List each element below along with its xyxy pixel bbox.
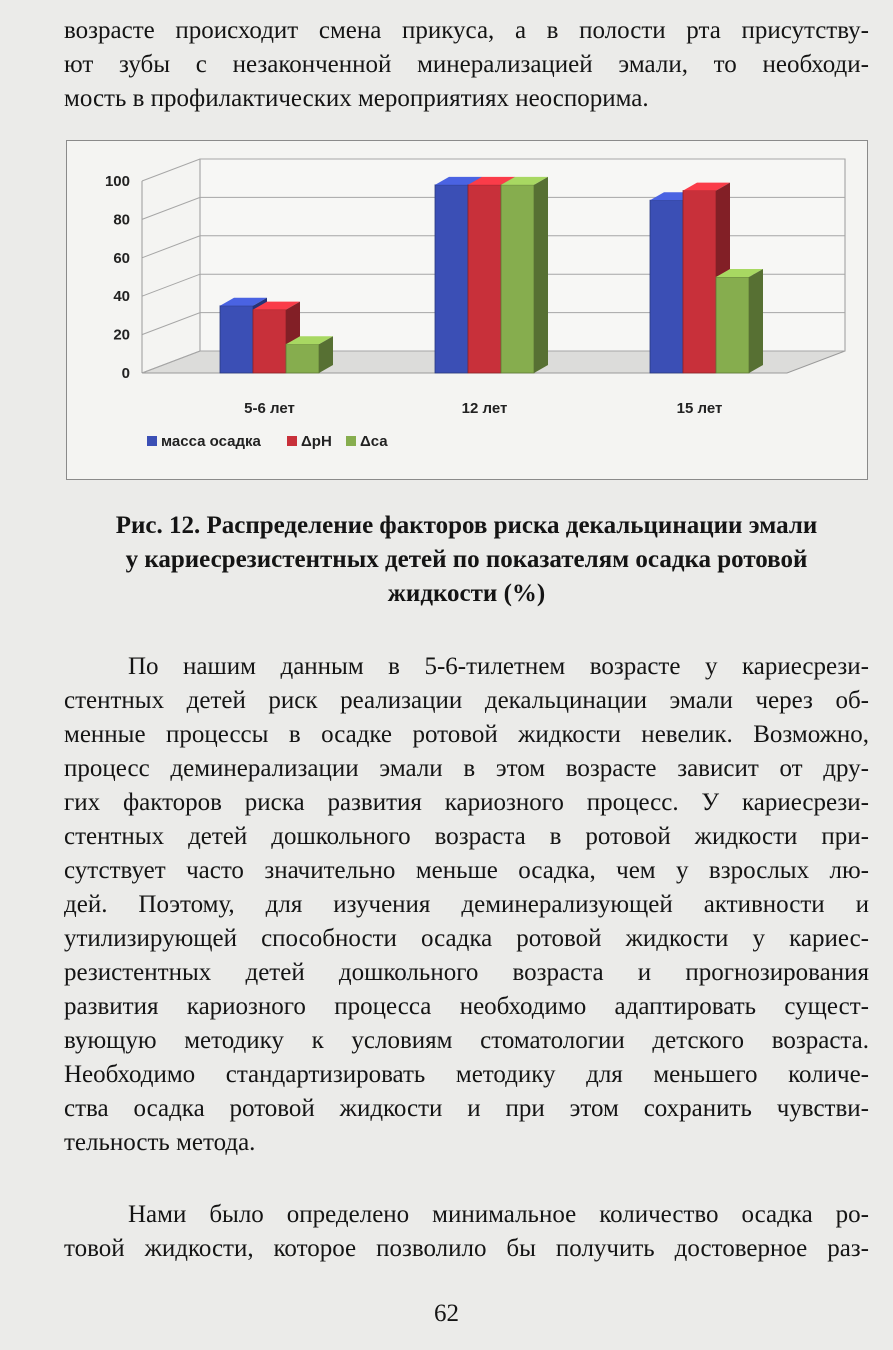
bar-side <box>534 177 548 373</box>
bar <box>435 185 468 373</box>
bar <box>286 344 319 373</box>
text-line: сутствует часто значительно меньше осадка, чем у взрослых лю- <box>64 857 869 884</box>
text-line: возрасте происходит смена прикуса, а в полости рта присутству- <box>64 17 869 44</box>
text-line: мость в профилактических мероприятиях неоспорима. <box>64 85 649 112</box>
y-tick-label: 60 <box>113 249 130 267</box>
legend-swatch <box>287 436 297 446</box>
bar <box>716 277 749 373</box>
chart-frame <box>66 140 868 480</box>
figure-caption <box>64 508 869 610</box>
legend-label: Δса <box>360 433 388 450</box>
text-line: тельность метода. <box>64 1129 256 1156</box>
text-line: процесс деминерализации эмали в этом возрасте зависит от дру- <box>64 755 869 782</box>
text-line: Нами было определено минимальное количество осадка ро- <box>128 1201 869 1228</box>
y-tick-label: 20 <box>113 326 130 344</box>
text-line: дей. Поэтому, для изучения деминерализующей активности и <box>64 891 869 918</box>
caption-line: Распределение факторов риска декальцинации эмали <box>200 512 818 539</box>
paragraph-1 <box>64 650 869 1160</box>
text-line: По нашим данным в 5-6-тилетнем возрасте у кариесрези- <box>128 653 869 680</box>
paragraph-2 <box>64 1198 869 1266</box>
legend-label: ΔpH <box>301 433 332 450</box>
text-line: товой жидкости, которое позволило бы получить достоверное раз- <box>64 1235 869 1262</box>
caption-line: у кариесрезистентных детей по показателям осадка ротовой <box>125 546 808 573</box>
bar-side <box>749 269 763 373</box>
text-line: развития кариозного процесса необходимо адаптировать сущест- <box>64 993 869 1020</box>
y-tick-label: 80 <box>113 211 130 229</box>
bar <box>501 185 534 373</box>
y-tick-label: 0 <box>121 365 130 382</box>
text-line: утилизирующей способности осадка ротовой жидкости у кариес- <box>64 925 869 952</box>
y-tick-label: 100 <box>104 173 130 190</box>
text-line: Необходимо стандартизировать методику для меньшего количе- <box>64 1061 869 1088</box>
page-number: 62 <box>434 1300 459 1327</box>
text-line: вующую методику к условиям стоматологии детского возраста. <box>64 1027 869 1054</box>
legend-swatch <box>147 436 157 446</box>
caption-label: Рис. 12. <box>115 512 201 539</box>
bar <box>683 191 716 373</box>
y-tick-label: 40 <box>113 288 130 306</box>
text-line: ют зубы с незаконченной минерализацией эмали, то необходи- <box>64 51 869 78</box>
x-tick-label: 15 лет <box>676 400 723 417</box>
legend-swatch <box>346 436 356 446</box>
text-line: гих факторов риска развития кариозного процесс. У кариесрези- <box>64 789 869 816</box>
bar <box>650 200 683 373</box>
text-line: менные процессы в осадке ротовой жидкости невелик. Возможно, <box>64 721 869 748</box>
text-line: ства осадка ротовой жидкости и при этом сохранить чувстви- <box>64 1095 869 1122</box>
text-line: резистентных детей дошкольного возраста и прогнозирования <box>64 959 869 986</box>
text-line: стентных детей дошкольного возраста в ротовой жидкости при- <box>64 823 869 850</box>
x-tick-label: 12 лет <box>461 400 508 417</box>
bar-chart <box>67 141 867 479</box>
intro-paragraph <box>64 14 869 116</box>
caption-line: жидкости (%) <box>387 580 546 607</box>
bar <box>220 306 253 373</box>
bar <box>468 185 501 373</box>
text-line: стентных детей риск реализации декальцинации эмали через об- <box>64 687 869 714</box>
x-tick-label: 5-6 лет <box>244 400 295 417</box>
legend-label: масса осадка <box>161 433 261 450</box>
bar <box>253 310 286 373</box>
